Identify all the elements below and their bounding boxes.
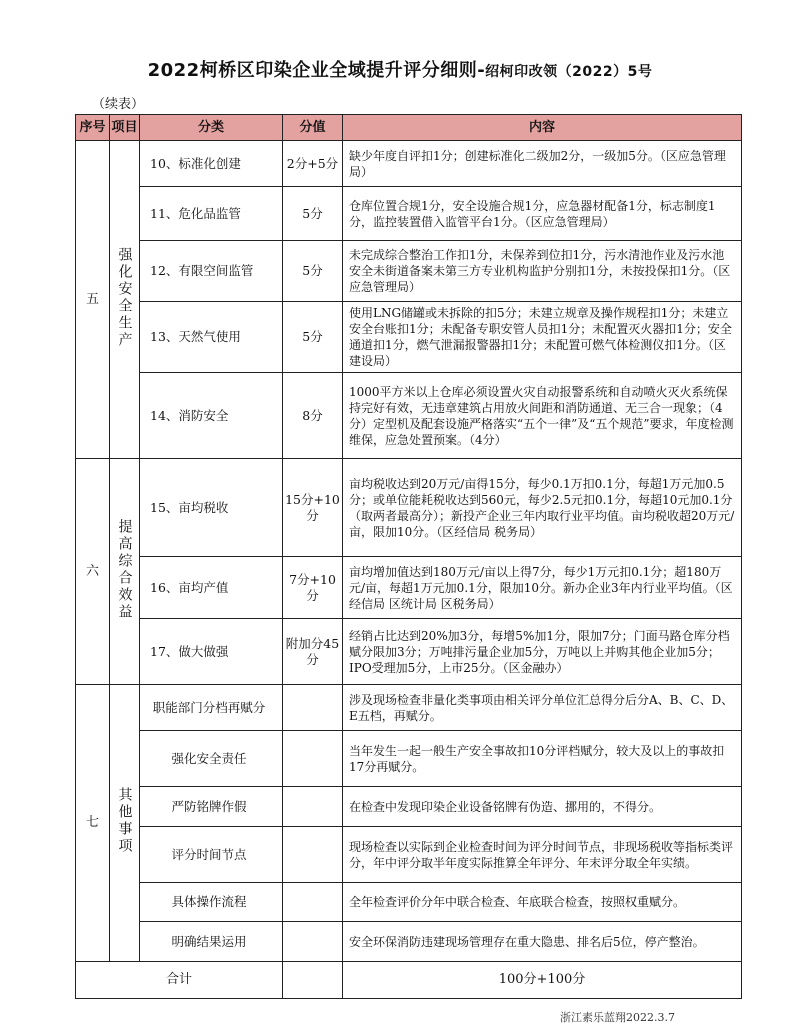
row-category: 严防铭牌作假 [140, 787, 283, 827]
row-score [283, 787, 343, 827]
group-project-label: 提高综合效益 [116, 518, 133, 621]
row-score [283, 731, 343, 787]
continued-label: （续表） [92, 97, 145, 112]
document-title [0, 56, 800, 82]
total-label: 合计 [76, 962, 283, 999]
row-category: 15、亩均税收 [140, 459, 283, 557]
total-score-empty [283, 962, 343, 999]
row-score [283, 883, 343, 922]
row-content: 在检查中发现印染企业设备铭牌有伪造、挪用的，不得分。 [343, 787, 742, 827]
row-category: 10、标准化创建 [140, 141, 283, 187]
row-score [283, 685, 343, 731]
group-project-label: 其他事项 [116, 787, 133, 855]
group-project [110, 141, 140, 459]
row-content: 现场检查以实际到企业检查时间为评分时间节点，非现场税收等指标类评分，年中评分取半年度实际推算全年评分、年末评分取全年实绩。 [343, 827, 742, 883]
row-score: 5分 [283, 187, 343, 241]
row-content: 经销占比达到20%加3分，每增5%加1分，限加7分；门面马路仓库分档赋分限加3分；万吨排污量企业加5分，万吨以上并购其他企业加5分；IPO受理加5分，上市25分。（区金融办） [343, 619, 742, 685]
table-row [76, 731, 742, 787]
title-main: 2022柯桥区印染企业全域提升评分细则- [147, 60, 486, 81]
row-category: 16、亩均产值 [140, 557, 283, 619]
table-row [76, 187, 742, 241]
row-category: 11、危化品监管 [140, 187, 283, 241]
row-category: 明确结果运用 [140, 922, 283, 962]
row-score [283, 827, 343, 883]
row-content: 1000平方米以上仓库必须设置火灾自动报警系统和自动喷火灭火系统保持完好有效，无违章建筑占用放火间距和消防通道、无三合一现象；（4分）定型机及配套设施严格落实“五个一律”及“五个规范”要求，年度检测维保，应急处置预案。（4分） [343, 373, 742, 459]
table-row [76, 619, 742, 685]
row-content: 安全环保消防违建现场管理存在重大隐患、排名后5位，停产整治。 [343, 922, 742, 962]
row-content: 涉及现场检查非量化类事项由相关评分单位汇总得分后分A、B、C、D、E五档，再赋分。 [343, 685, 742, 731]
row-category: 14、消防安全 [140, 373, 283, 459]
row-content: 全年检查评价分年中联合检查、年底联合检查，按照权重赋分。 [343, 883, 742, 922]
group-project [110, 459, 140, 685]
row-category: 17、做大做强 [140, 619, 283, 685]
group-project-label: 强化安全生产 [116, 246, 133, 349]
total-row [76, 962, 742, 999]
header-seq: 序号 [76, 115, 110, 141]
row-score: 5分 [283, 241, 343, 302]
table-row [76, 922, 742, 962]
table-row [76, 141, 742, 187]
table-header [76, 115, 742, 141]
row-content: 使用LNG储罐或未拆除的扣5分；未建立规章及操作规程扣1分；未建立安全台账扣1分；未配备专职安管人员扣1分；未配置灭火器扣1分；安全通道扣1分，燃气泄漏报警器扣1分；未配置可燃气体检测仪扣1分。（区建设局） [343, 302, 742, 373]
row-score: 7分+10分 [283, 557, 343, 619]
table-row [76, 557, 742, 619]
row-score [283, 922, 343, 962]
row-content: 缺少年度自评扣1分；创建标准化二级加2分，一级加5分。（区应急管理局） [343, 141, 742, 187]
table-row [76, 373, 742, 459]
row-category: 具体操作流程 [140, 883, 283, 922]
row-score: 附加分45分 [283, 619, 343, 685]
table-row [76, 883, 742, 922]
row-score: 8分 [283, 373, 343, 459]
row-category: 强化安全责任 [140, 731, 283, 787]
group-seq: 七 [76, 685, 110, 962]
row-category: 13、天然气使用 [140, 302, 283, 373]
header-proj: 项目 [110, 115, 140, 141]
row-content: 亩均增加值达到180万元/亩以上得7分，每少1万元扣0.1分；超180万元/亩，每超1万元加0.1分，限加10分。新办企业3年内行业平均值。（区经信局 区统计局 区税务局） [343, 557, 742, 619]
scoring-table [75, 114, 742, 999]
table-row [76, 459, 742, 557]
title-sub: 绍柯印改领（2022）5号 [485, 64, 653, 80]
row-content: 当年发生一起一般生产安全事故扣10分评档赋分，较大及以上的事故扣17分再赋分。 [343, 731, 742, 787]
row-score: 5分 [283, 302, 343, 373]
table-row [76, 685, 742, 731]
header-content: 内容 [343, 115, 742, 141]
footer-watermark: 浙江素乐蓝翔2022.3.7 [560, 1011, 675, 1024]
table-row [76, 302, 742, 373]
row-content: 亩均税收达到20万元/亩得15分，每少0.1万扣0.1分，每超1万元加0.5分；或单位能耗税收达到560元，每少2.5元扣0.1分，每超10元加0.1分（取两者最高分）；新投产企业三年内取行业平均值。亩均税收超20万元/亩，限加10分。（区经信局 税务局） [343, 459, 742, 557]
group-project [110, 685, 140, 962]
row-score: 15分+10分 [283, 459, 343, 557]
row-category: 职能部门分档再赋分 [140, 685, 283, 731]
table-row [76, 241, 742, 302]
row-content: 仓库位置合规1分，安全设施合规1分，应急器材配备1分，标志制度1分，监控装置借入监管平台1分。（区应急管理局） [343, 187, 742, 241]
table-row [76, 787, 742, 827]
header-score: 分值 [283, 115, 343, 141]
row-content: 未完成综合整治工作扣1分，未保养到位扣1分，污水清池作业及污水池安全未街道备案未第三方专业机构监护分别扣1分，未按投保扣1分。（区应急管理局） [343, 241, 742, 302]
row-score: 2分+5分 [283, 141, 343, 187]
row-category: 评分时间节点 [140, 827, 283, 883]
total-value: 100分+100分 [343, 962, 742, 999]
row-category: 12、有限空间监管 [140, 241, 283, 302]
group-seq: 五 [76, 141, 110, 459]
table-row [76, 827, 742, 883]
group-seq: 六 [76, 459, 110, 685]
header-cat: 分类 [140, 115, 283, 141]
